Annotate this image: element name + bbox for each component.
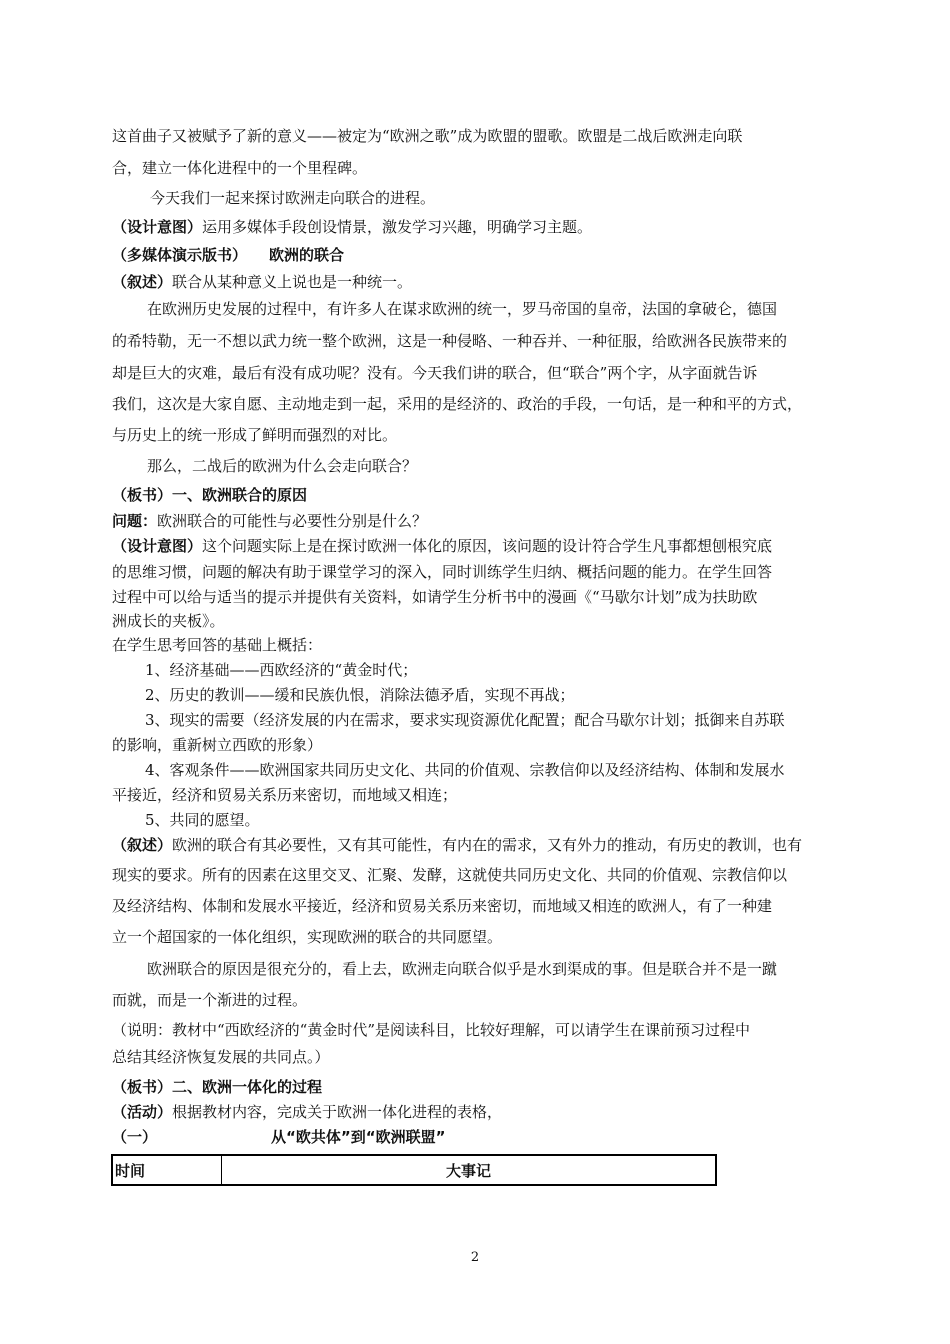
paragraph-line: 却是巨大的灾难，最后有没有成功呢？没有。今天我们讲的联合，但“联合”两个字，从字面就告诉 (112, 364, 758, 382)
events-table (111, 1154, 717, 1186)
paragraph-line: 我们，这次是大家自愿、主动地走到一起，采用的是经济的、政治的手段，一句话，是一种和平的方式， (112, 395, 803, 413)
paragraph-line: 立一个超国家的一体化组织，实现欧洲的联合的共同愿望。 (112, 928, 503, 946)
paragraph-line: 那么，二战后的欧洲为什么会走向联合？ (147, 457, 418, 475)
paragraph-line: 今天我们一起来探讨欧洲走向联合的进程。 (150, 189, 436, 207)
paragraph-line: 洲成长的夹板》。 (112, 612, 225, 630)
note-line: 总结其经济恢复发展的共同点。） (112, 1048, 330, 1066)
list-item: 3、现实的需要（经济发展的内在需求，要求实现资源优化配置；配合马歇尔计划；抵御来自苏联 (145, 711, 785, 729)
paragraph-line: 过程中可以给与适当的提示并提供有关资料，如请学生分析书中的漫画《“马歇尔计划”成为扶助欧 (112, 588, 758, 606)
list-item: 5、共同的愿望。 (145, 811, 260, 829)
paragraph-line: 这首曲子又被赋予了新的意义——被定为“欧洲之歌”成为欧盟的盟歌。欧盟是二战后欧洲走向联 (112, 127, 743, 145)
table-caption: （一） 从“欧共体”到“欧洲联盟” (112, 1128, 446, 1146)
board-heading: （板书）一、欧洲联合的原因 (112, 486, 308, 504)
list-item: 2、历史的教训——缓和民族仇恨，消除法德矛盾，实现不再战； (145, 686, 575, 704)
list-item: 的影响，重新树立西欧的形象） (112, 736, 323, 754)
paragraph-line: 在欧洲历史发展的过程中，有许多人在谋求欧洲的统一，罗马帝国的皇帝，法国的拿破仑，德国 (147, 300, 778, 318)
list-item: 4、客观条件——欧洲国家共同历史文化、共同的价值观、宗教信仰以及经济结构、体制和发展水 (145, 761, 785, 779)
board-heading: （多媒体演示版书） 欧洲的联合 (112, 246, 345, 264)
page-number: 2 (470, 1250, 480, 1265)
list-item: 1、经济基础——西欧经济的“黄金时代； (145, 661, 418, 679)
list-item: 平接近，经济和贸易关系历来密切，而地域又相连； (112, 786, 458, 804)
table-header-row (112, 1155, 716, 1185)
narration-line: （叙述）联合从某种意义上说也是一种统一。 (112, 273, 413, 291)
paragraph-line: 在学生思考回答的基础上概括： (112, 636, 323, 654)
note-line: （说明：教材中“西欧经济的“黄金时代”是阅读科目，比较好理解，可以请学生在课前预习过程中 (112, 1021, 751, 1039)
paragraph-line: 的思维习惯，问题的解决有助于课堂学习的深入，同时训练学生归纳、概括问题的能力。在学生回答 (112, 563, 773, 581)
narration-line: （叙述）欧洲的联合有其必要性，又有其可能性，有内在的需求，又有外力的推动，有历史的教训，也有 (112, 836, 803, 854)
design-intent-line: （设计意图）运用多媒体手段创设情景，激发学习兴趣，明确学习主题。 (112, 218, 593, 236)
activity-line: （活动）根据教材内容，完成关于欧洲一体化进程的表格， (112, 1103, 503, 1121)
table-header-events: 大事记 (222, 1155, 717, 1185)
paragraph-line: 的希特勒，无一不想以武力统一整个欧洲，这是一种侵略、一种吞并、一种征服，给欧洲各民族带来的 (112, 332, 788, 350)
board-heading: （板书）二、欧洲一体化的过程 (112, 1078, 323, 1096)
paragraph-line: 欧洲联合的原因是很充分的，看上去，欧洲走向联合似乎是水到渠成的事。但是联合并不是一蹴 (147, 960, 778, 978)
paragraph-line: 与历史上的统一形成了鲜明而强烈的对比。 (112, 426, 398, 444)
paragraph-line: 现实的要求。所有的因素在这里交叉、汇聚、发酵，这就使共同历史文化、共同的价值观、宗教信仰以 (112, 866, 788, 884)
paragraph-line: 而就，而是一个渐进的过程。 (112, 991, 308, 1009)
paragraph-line: 及经济结构、体制和发展水平接近，经济和贸易关系历来密切，而地域又相连的欧洲人，有了一种建 (112, 897, 773, 915)
design-intent-line: （设计意图）这个问题实际上是在探讨欧洲一体化的原因，该问题的设计符合学生凡事都想刨根究底 (112, 537, 773, 555)
table-header-time: 时间 (112, 1155, 222, 1185)
paragraph-line: 合，建立一体化进程中的一个里程碑。 (112, 159, 368, 177)
question-line: 问题：欧洲联合的可能性与必要性分别是什么？ (112, 512, 428, 530)
